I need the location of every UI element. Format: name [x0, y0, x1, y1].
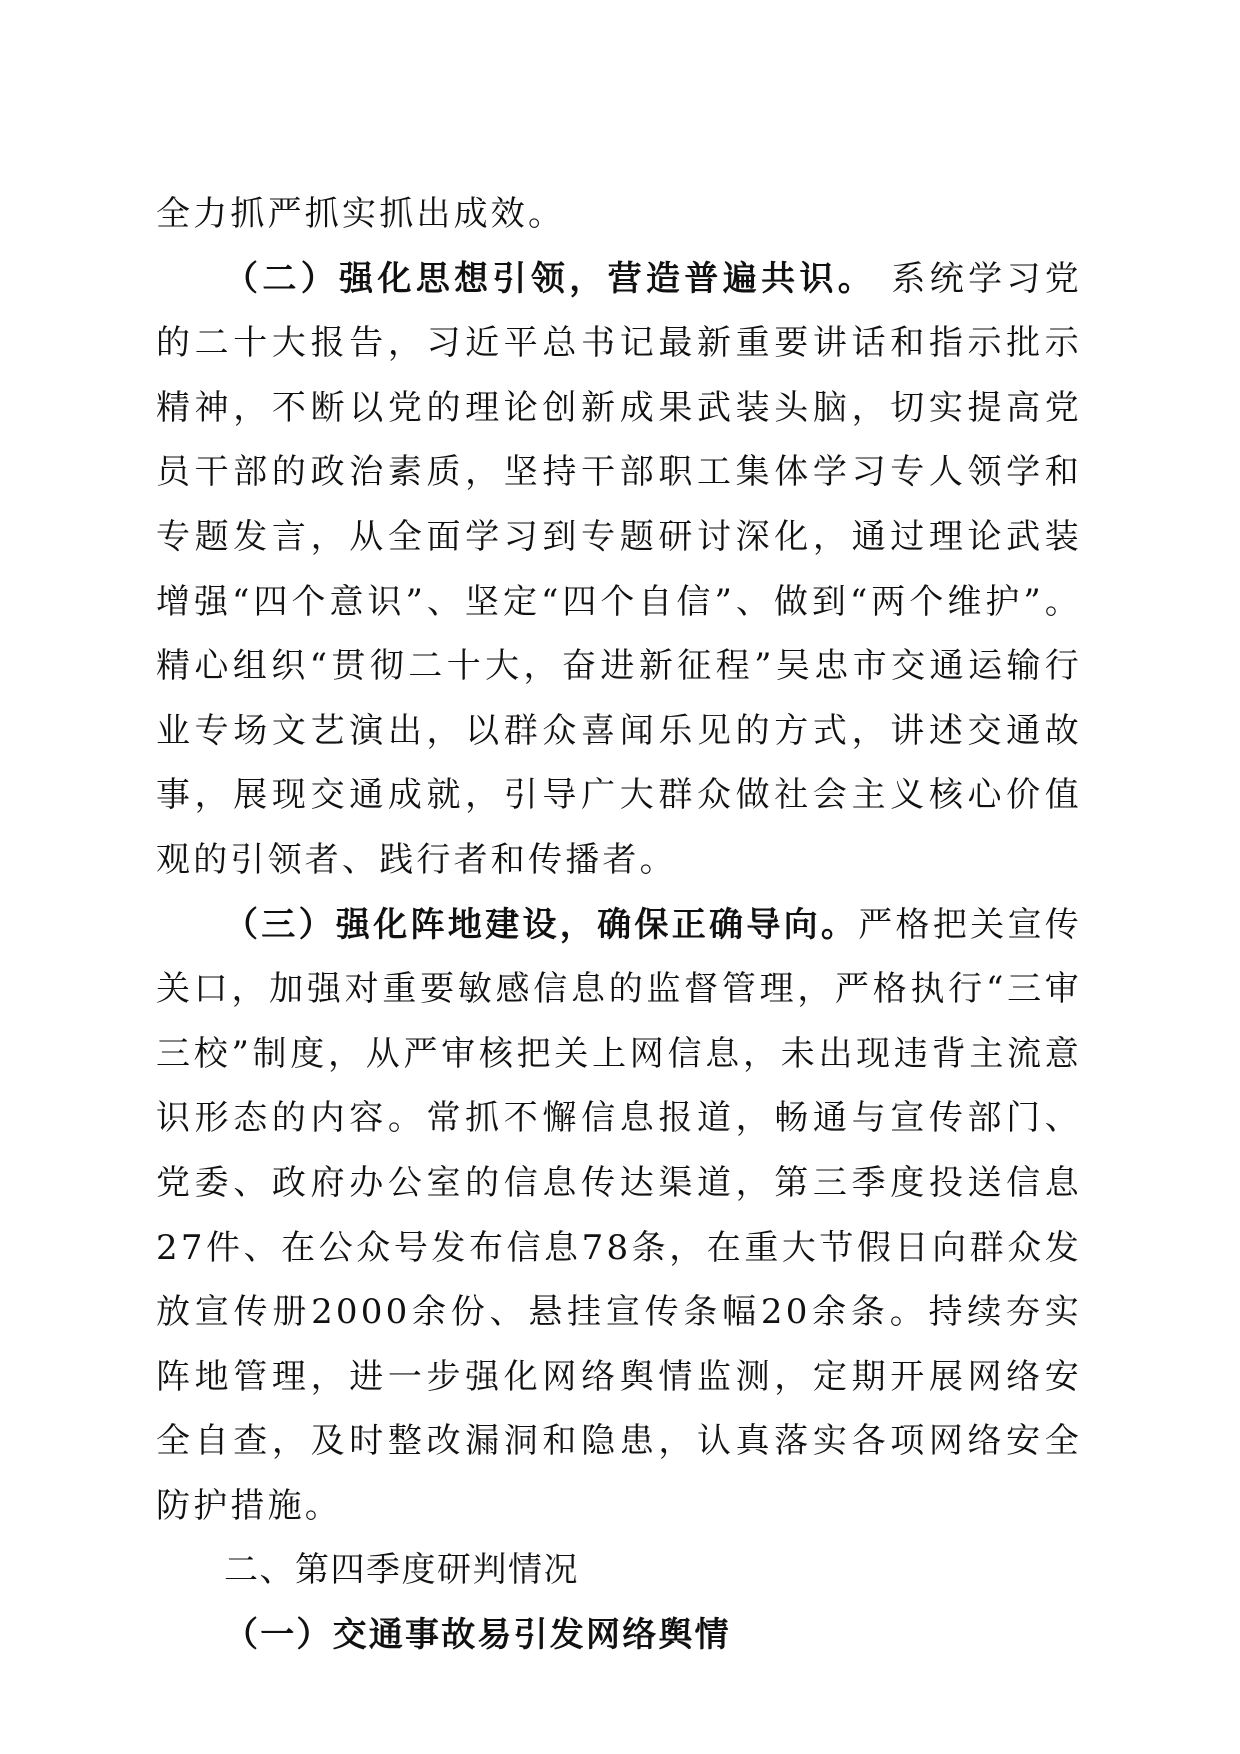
subsection-heading-text: （一）交通事故易引发网络舆情	[224, 1615, 731, 1656]
subsection-heading	[156, 1603, 1082, 1668]
paragraph-text: 全力抓严抓实抓出成效。	[156, 194, 566, 234]
paragraph-text: 严格把关宣传关口，加强对重要敏感信息的监督管理，严格执行“三审三校”制度，从严审核把关上网信息，未出现违背主流意识形态的内容。常抓不懈信息报道，畅通与宣传部门、党委、政府办公室的信息传达渠道，第三季度投送信息27件、在公众号发布信息78条，在重大节假日向群众发放宣传册2000余份、悬挂宣传条幅20余条。持续夯实阵地管理，进一步强化网络舆情监测，定期开展网络安全自查，及时整改漏洞和隐患，认真落实各项网络安全防护措施。	[156, 904, 1082, 1526]
paragraph-text: 系统学习党的二十大报告，习近平总书记最新重要讲话和指示批示精神，不断以党的理论创新成果武装头脑，切实提高党员干部的政治素质，坚持干部职工集体学习专人领学和专题发言，从全面学习到专题研讨深化，通过理论武装增强“四个意识”、坚定“四个自信”、做到“两个维护”。精心组织“贯彻二十大，奋进新征程”吴忠市交通运输行业专场文艺演出，以群众喜闻乐见的方式，讲述交通故事，展现交通成就，引导广大群众做社会主义核心价值观的引领者、践行者和传播者。	[156, 258, 1082, 880]
section-heading	[156, 1538, 1082, 1603]
paragraph-position-building	[156, 893, 1082, 1539]
document-body	[156, 182, 1082, 1668]
paragraph-continuation	[156, 182, 1082, 247]
paragraph-ideological-leadership	[156, 247, 1082, 893]
section-heading-text: 二、第四季度研判情况	[224, 1550, 579, 1591]
paragraph-title: （二）强化思想引领，营造普遍共识。	[224, 258, 877, 299]
paragraph-title: （三）强化阵地建设，确保正确导向。	[224, 904, 859, 945]
